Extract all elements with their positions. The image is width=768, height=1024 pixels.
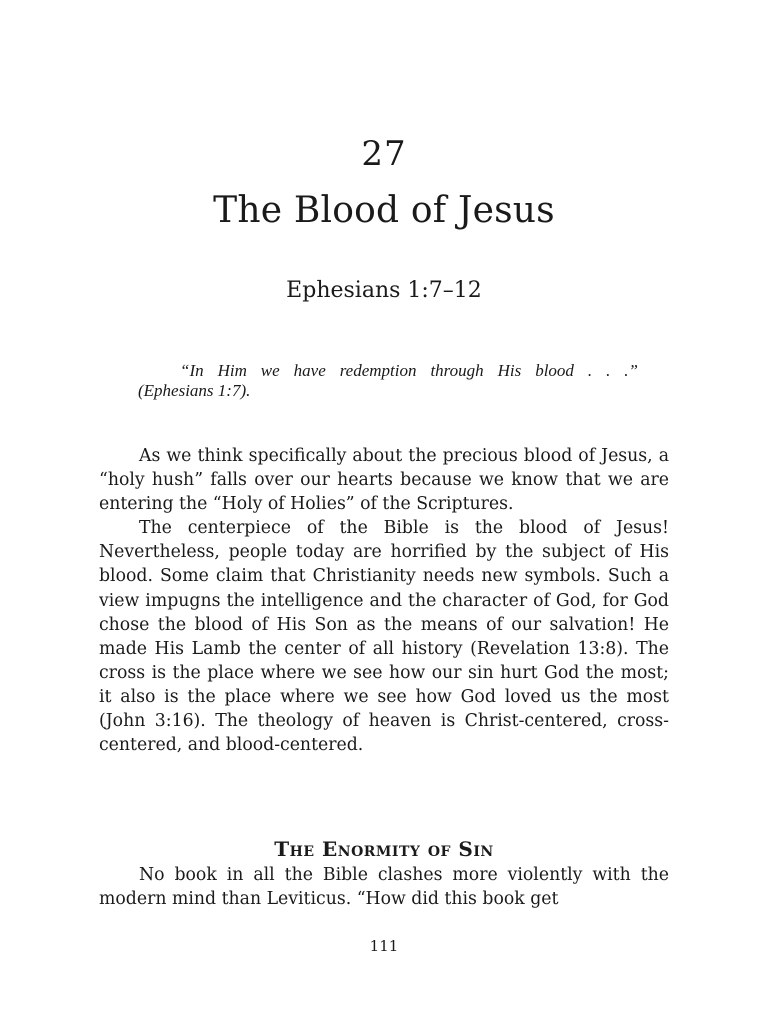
epigraph-citation: (Ephesians 1:7). bbox=[138, 381, 251, 400]
section-paragraph: No book in all the Bible clashes more violently with the modern mind than Leviticus. “How did this book get bbox=[99, 865, 669, 910]
page-number: 111 bbox=[369, 937, 399, 955]
chapter-number: 27 bbox=[361, 134, 407, 174]
epigraph bbox=[138, 361, 638, 401]
chapter-body bbox=[99, 444, 669, 757]
epigraph-quote: “In Him we have redemption through His blood . . .” bbox=[180, 361, 638, 380]
scripture-reference: Ephesians 1:7–12 bbox=[286, 278, 482, 303]
chapter-title: The Blood of Jesus bbox=[213, 190, 555, 231]
section-body bbox=[99, 863, 669, 911]
body-paragraph: As we think specifically about the precious blood of Jesus, a “holy hush” falls over our hearts because we know that we are entering the “Holy of Holies” of the Scriptures. bbox=[99, 446, 669, 515]
section-heading: The Enormity of Sin bbox=[274, 837, 494, 861]
body-paragraph: The centerpiece of the Bible is the blood of Jesus! Nevertheless, people today are horrified by the subject of His blood. Some claim that Christianity needs new symbols. Such a view impugns the intelligence and the character of God, for God chose the blood of His Son as the means of our salvation! He made His Lamb the center of all history (Revelation 13:8). The cross is the place where we see how our sin hurt God the most; it also is the place where we see how God loved us the most (John 3:16). The theology of heaven is Christ-centered, cross-centered, and blood-centered. bbox=[99, 518, 669, 756]
